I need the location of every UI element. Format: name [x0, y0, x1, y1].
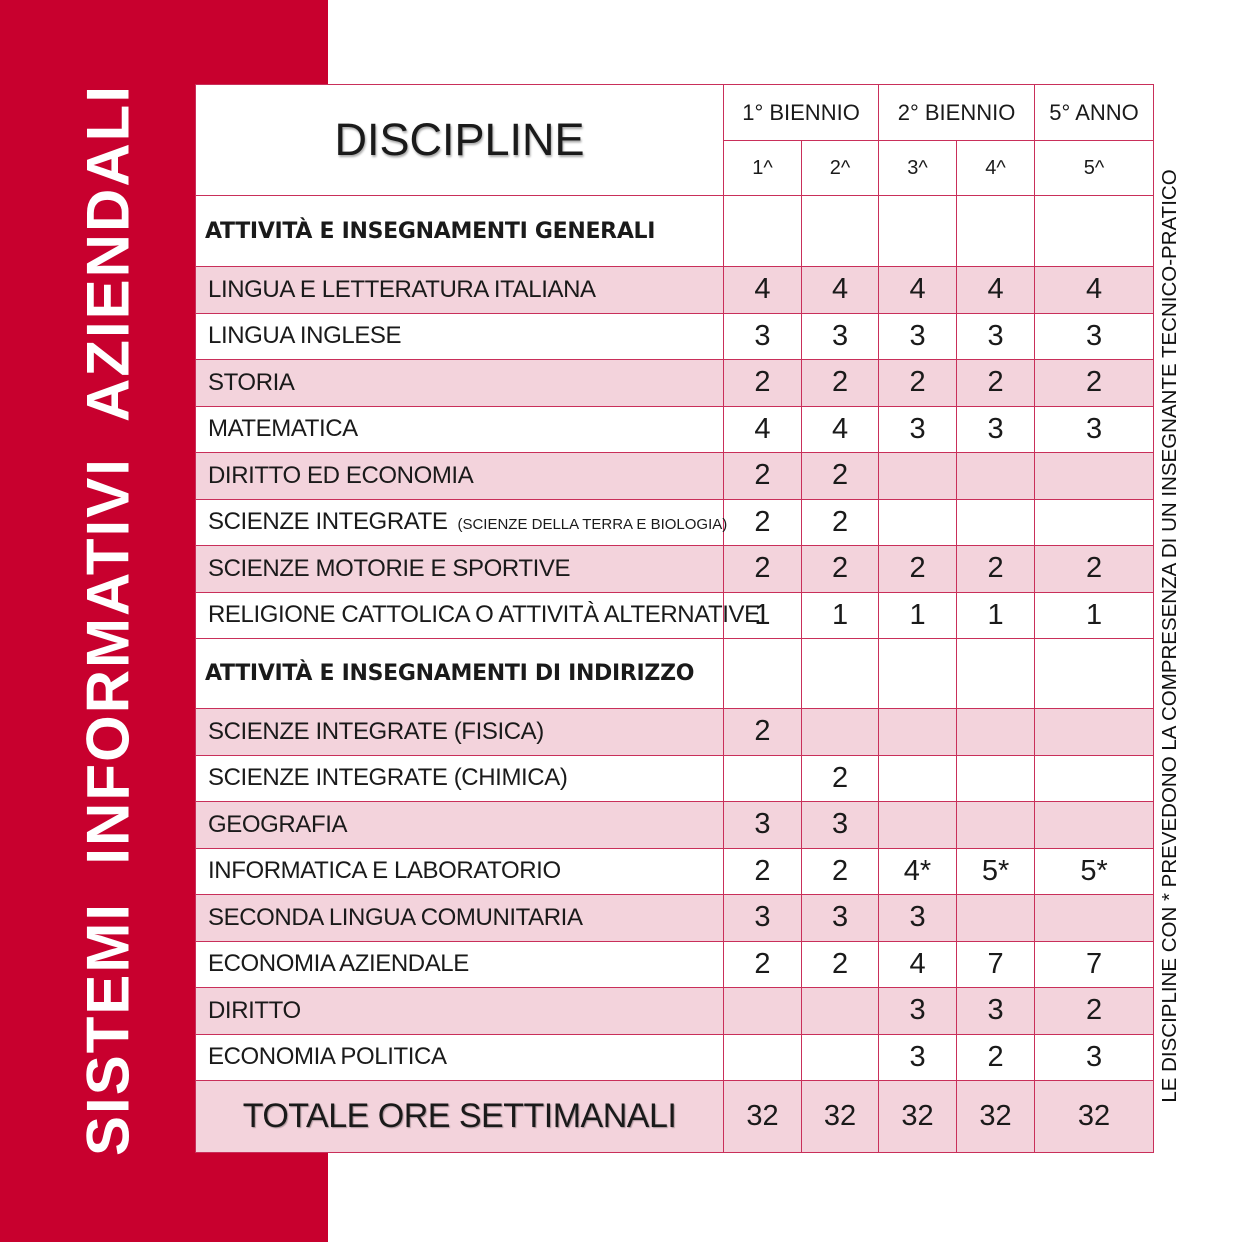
hours-cell: 3 — [957, 406, 1035, 453]
side-title: SISTEMI INFORMATIVI AZIENDALI — [74, 84, 142, 1156]
subject-name: DIRITTO ED ECONOMIA — [196, 453, 724, 500]
hours-cell — [802, 709, 879, 756]
total-label: TOTALE ORE SETTIMANALI — [196, 1081, 724, 1153]
empty-cell — [957, 196, 1035, 267]
total-row — [196, 1081, 1154, 1153]
subject-name: ECONOMIA POLITICA — [196, 1034, 724, 1081]
hours-cell — [1035, 755, 1154, 802]
hours-cell: 3 — [724, 895, 802, 942]
subject-name: GEOGRAFIA — [196, 802, 724, 849]
empty-cell — [1035, 639, 1154, 709]
hours-cell: 5* — [1035, 848, 1154, 895]
hours-cell: 2 — [802, 941, 879, 988]
hours-cell: 2 — [724, 546, 802, 593]
hours-cell: 2 — [1035, 360, 1154, 407]
hours-cell: 4 — [879, 267, 957, 314]
hours-cell — [1035, 802, 1154, 849]
empty-cell — [957, 639, 1035, 709]
hours-cell: 3 — [957, 988, 1035, 1035]
hours-cell: 7 — [957, 941, 1035, 988]
hours-cell: 2 — [802, 848, 879, 895]
hours-cell — [879, 499, 957, 546]
subject-note: (SCIENZE DELLA TERRA E BIOLOGIA) — [457, 516, 728, 534]
hours-cell — [1035, 895, 1154, 942]
subject-name: DIRITTO — [196, 988, 724, 1035]
total-cell: 32 — [1035, 1081, 1154, 1153]
table-row — [196, 499, 1154, 546]
table-row — [196, 848, 1154, 895]
hours-cell — [957, 499, 1035, 546]
empty-cell — [724, 639, 802, 709]
hours-cell — [1035, 499, 1154, 546]
hours-cell: 3 — [724, 313, 802, 360]
hours-cell — [957, 709, 1035, 756]
year-header-4: 4^ — [957, 141, 1035, 196]
hours-cell: 1 — [724, 592, 802, 639]
hours-cell: 3 — [802, 313, 879, 360]
table-row — [196, 546, 1154, 593]
empty-cell — [802, 196, 879, 267]
hours-cell: 5* — [957, 848, 1035, 895]
hours-cell: 2 — [802, 360, 879, 407]
hours-cell: 1 — [879, 592, 957, 639]
hours-cell: 3 — [879, 895, 957, 942]
table-row — [196, 406, 1154, 453]
table-row — [196, 709, 1154, 756]
total-cell: 32 — [879, 1081, 957, 1153]
subject-name: SCIENZE INTEGRATE (FISICA) — [196, 709, 724, 756]
hours-cell — [802, 1034, 879, 1081]
hours-cell: 4 — [724, 267, 802, 314]
hours-cell — [879, 755, 957, 802]
hours-cell: 2 — [1035, 546, 1154, 593]
total-cell: 32 — [957, 1081, 1035, 1153]
empty-cell — [802, 639, 879, 709]
empty-cell — [879, 639, 957, 709]
hours-cell: 1 — [957, 592, 1035, 639]
year-header-3: 3^ — [879, 141, 957, 196]
hours-cell: 4 — [879, 941, 957, 988]
total-cell: 32 — [802, 1081, 879, 1153]
table-row — [196, 755, 1154, 802]
subject-name-text: SCIENZE INTEGRATE — [208, 508, 448, 536]
hours-cell: 4 — [802, 267, 879, 314]
group-header-3: 5° ANNO — [1035, 85, 1154, 141]
empty-cell — [1035, 196, 1154, 267]
hours-cell — [1035, 453, 1154, 500]
hours-cell — [724, 1034, 802, 1081]
hours-cell — [879, 709, 957, 756]
hours-cell: 2 — [724, 941, 802, 988]
table-row — [196, 267, 1154, 314]
hours-cell: 3 — [724, 802, 802, 849]
hours-cell: 4 — [957, 267, 1035, 314]
hours-cell: 3 — [957, 313, 1035, 360]
hours-cell — [724, 988, 802, 1035]
group-header-2: 2° BIENNIO — [879, 85, 1035, 141]
section-row — [196, 196, 1154, 267]
hours-cell: 3 — [802, 802, 879, 849]
hours-cell: 3 — [879, 313, 957, 360]
subject-name: RELIGIONE CATTOLICA O ATTIVITÀ ALTERNATIVE — [196, 592, 724, 639]
hours-cell: 2 — [724, 360, 802, 407]
table-row — [196, 802, 1154, 849]
subject-name: STORIA — [196, 360, 724, 407]
table-row — [196, 1034, 1154, 1081]
subject-name — [196, 499, 728, 546]
subject-name: SECONDA LINGUA COMUNITARIA — [196, 895, 724, 942]
hours-cell: 2 — [802, 453, 879, 500]
hours-cell: 2 — [1035, 988, 1154, 1035]
table-row — [196, 453, 1154, 500]
table-row — [196, 941, 1154, 988]
hours-cell: 3 — [879, 988, 957, 1035]
hours-cell — [724, 755, 802, 802]
header-row-groups — [196, 85, 1154, 141]
year-header-1: 1^ — [724, 141, 802, 196]
year-header-5: 5^ — [1035, 141, 1154, 196]
hours-cell: 3 — [1035, 1034, 1154, 1081]
curriculum-table-panel — [195, 84, 1153, 1152]
hours-cell — [879, 453, 957, 500]
hours-cell — [957, 453, 1035, 500]
hours-cell: 2 — [802, 499, 879, 546]
subject-name: ECONOMIA AZIENDALE — [196, 941, 724, 988]
hours-cell: 3 — [879, 406, 957, 453]
hours-cell: 2 — [724, 848, 802, 895]
hours-cell — [879, 802, 957, 849]
hours-cell: 4 — [724, 406, 802, 453]
hours-cell — [1035, 709, 1154, 756]
hours-cell: 1 — [1035, 592, 1154, 639]
hours-cell: 2 — [957, 1034, 1035, 1081]
hours-cell: 3 — [1035, 406, 1154, 453]
hours-cell: 3 — [879, 1034, 957, 1081]
hours-cell: 1 — [802, 592, 879, 639]
table-row — [196, 313, 1154, 360]
hours-cell: 4* — [879, 848, 957, 895]
disciplines-header: DISCIPLINE — [196, 85, 724, 196]
section-title-text: ATTIVITÀ E INSEGNAMENTI DI INDIRIZZO — [205, 661, 695, 686]
hours-cell — [802, 988, 879, 1035]
hours-cell: 2 — [879, 360, 957, 407]
subject-name: LINGUA INGLESE — [196, 313, 724, 360]
section-row — [196, 639, 1154, 709]
hours-cell: 7 — [1035, 941, 1154, 988]
hours-cell — [957, 802, 1035, 849]
subject-name: INFORMATICA E LABORATORIO — [196, 848, 724, 895]
empty-cell — [879, 196, 957, 267]
hours-cell — [957, 895, 1035, 942]
subject-name: MATEMATICA — [196, 406, 724, 453]
hours-cell: 2 — [802, 755, 879, 802]
total-cell: 32 — [724, 1081, 802, 1153]
table-row — [196, 592, 1154, 639]
table-row — [196, 988, 1154, 1035]
subject-name: SCIENZE INTEGRATE (CHIMICA) — [196, 755, 724, 802]
hours-cell: 2 — [957, 360, 1035, 407]
table-row — [196, 360, 1154, 407]
section-title — [196, 639, 724, 709]
hours-cell: 4 — [1035, 267, 1154, 314]
empty-cell — [724, 196, 802, 267]
hours-cell: 2 — [724, 453, 802, 500]
year-header-2: 2^ — [802, 141, 879, 196]
hours-cell: 2 — [957, 546, 1035, 593]
table-row — [196, 895, 1154, 942]
hours-cell — [957, 755, 1035, 802]
hours-cell: 3 — [802, 895, 879, 942]
hours-cell: 2 — [879, 546, 957, 593]
subject-name: SCIENZE MOTORIE E SPORTIVE — [196, 546, 724, 593]
hours-cell: 3 — [1035, 313, 1154, 360]
hours-cell: 4 — [802, 406, 879, 453]
group-header-1: 1° BIENNIO — [724, 85, 879, 141]
hours-cell: 2 — [802, 546, 879, 593]
footnote: LE DISCIPLINE CON * PREVEDONO LA COMPRESENZA DI UN INSEGNANTE TECNICO-PRATICO — [1158, 169, 1181, 1103]
subject-name: LINGUA E LETTERATURA ITALIANA — [196, 267, 724, 314]
section-title — [196, 196, 724, 267]
hours-cell: 2 — [724, 709, 802, 756]
curriculum-table — [195, 84, 1154, 1153]
hours-cell: 2 — [724, 499, 802, 546]
section-title-text: ATTIVITÀ E INSEGNAMENTI GENERALI — [205, 218, 656, 244]
